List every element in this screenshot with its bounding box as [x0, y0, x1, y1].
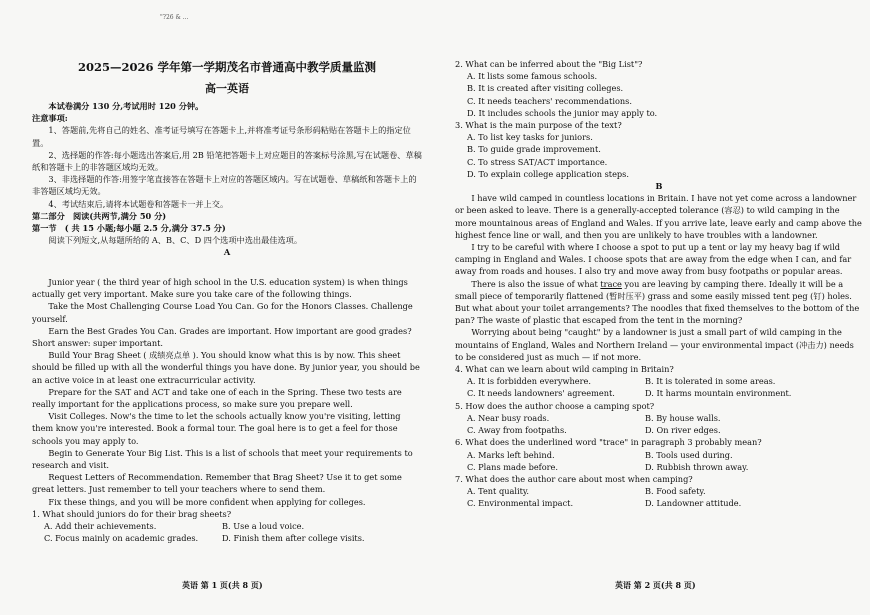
question-stem: 3. What is the main purpose of the text?: [455, 120, 622, 131]
option: D. Landowner attitude.: [645, 498, 742, 509]
question-stem: 5. How does the author choose a camping spot?: [455, 400, 655, 411]
passage-paragraph: Prepare for the SAT and ACT and take one of each in the Spring. These two tests are really important for the applications process, so make sure you prepare well.: [32, 386, 402, 410]
exam-title: 2025—2026 学年第一学期茂名市普通高中教学质量监测: [77, 60, 376, 74]
option: D. It includes schools the junior may apply to.: [467, 107, 658, 118]
question-stem: 2. What can be inferred about the "Big List"?: [455, 59, 643, 69]
option: D. It harms mountain environment.: [645, 388, 792, 399]
passage-a: [32, 276, 422, 544]
passage-paragraph: Begin to Generate Your Big List. This is a list of schools that meet your requirements to research and visit.: [32, 447, 413, 471]
passage-paragraph: Visit Colleges. Now's the time to let the schools actually know you're visiting, letting them know you're interested. Book a formal tour. The goal here is to get a feel for those schools you may apply to.: [32, 411, 401, 446]
option: B. Tools used during.: [645, 449, 733, 460]
option: C. Focus mainly on academic grades.: [44, 533, 199, 544]
underlined-word: trace: [600, 278, 622, 289]
option: D. Finish them after college visits.: [222, 533, 365, 544]
option: A. Tent quality.: [467, 486, 530, 497]
notice-item: 3、非选择题的作答:用签字笔直接答在答题卡上对应的答题区域内。写在试题卷、草稿纸和答题卡上的非答题区域均无效。: [32, 174, 417, 197]
question-stem: 1. What should juniors do for their brag sheets?: [32, 508, 232, 519]
question-stem: 4. What can we learn about wild camping in Britain?: [455, 364, 674, 375]
passage-paragraph: Take the Most Challenging Course Load You Can. Go for the Honors Classes. Challenge yourself.: [32, 301, 413, 324]
questions-2-3: [455, 58, 863, 510]
option: A. Near busy roads.: [467, 412, 550, 423]
passage-paragraph: I try to be careful with where I choose a spot to put up a tent or lay my heavy bag if wild camping in England and Wales. I choose spots that are away from the edge when I can, and far away from roads and houses. I also try and move away from busy footpaths or popular areas.: [455, 242, 852, 277]
exam-header-block: [32, 100, 422, 259]
option: C. Environmental impact.: [467, 498, 574, 509]
section-instructions: 阅读下列短文,从每题所给的 A、B、C、D 四个选项中选出最佳选项。: [48, 235, 303, 246]
corner-stamp: "?26 & ...: [160, 14, 189, 21]
passage-paragraph: Earn the Best Grades You Can. Grades are important. How important are good grades? Short answer: super important.: [32, 325, 412, 349]
text-run: you are leaving by camping there. Ideally it will be a small piece of temporarily flattened (暂时压平) grass and some easily missed tent peg (钉) holes. But what about your toilet arrangements? The noodles that fixed themselves to the bottom of the pan? The waste of plastic that escaped from the tent in the morning?: [455, 278, 860, 326]
option: D. On river edges.: [645, 425, 721, 436]
option: D. To explain college application steps.: [467, 168, 629, 179]
option: C. Away from footpaths.: [467, 425, 567, 436]
option: A. To list key tasks for juniors.: [467, 132, 593, 143]
passage-paragraph: Request Letters of Recommendation. Remember that Brag Sheet? Use it to get some great letters. Just remember to tell your teachers where to send them.: [32, 472, 402, 495]
option: A. Add their achievements.: [44, 521, 157, 532]
notice-item: 2、选择题的作答:每小题选出答案后,用 2B 铅笔把答题卡上对应题目的答案标号涂黑,写在试题卷、草稿纸和答题卡上的非答题区域均无效。: [32, 149, 422, 173]
question-options: [455, 131, 863, 180]
passage-paragraph: I have wild camped in countless locations in Britain. I have not yet come across a landowner or been asked to leave. There is a generally-accepted tolerance (容忍) to wild camping in the more mountainous areas of England and Wales. If you arrive late, leave early and camp above the highest fence line or wall, and then you are unlikely to have troubles with a landowner.: [455, 193, 862, 240]
option: B. It is tolerated in some areas.: [645, 376, 776, 387]
notice-heading: 注意事项:: [32, 113, 68, 124]
exam-subtitle: 高一英语: [205, 82, 249, 95]
option: B. By house walls.: [645, 412, 721, 423]
option: C. It needs teachers' recommendations.: [467, 95, 632, 106]
passage-label: B: [655, 181, 663, 192]
question-options: [455, 375, 863, 399]
option: B. Food safety.: [645, 486, 706, 497]
option: A. It lists some famous schools.: [467, 71, 598, 82]
question-stem: 6. What does the underlined word "trace" in paragraph 3 probably mean?: [455, 437, 762, 448]
passage-paragraph: Fix these things, and you will be more confident when applying for colleges.: [48, 496, 366, 507]
option: B. It is created after visiting colleges.: [467, 83, 624, 94]
option: B. Use a loud voice.: [222, 521, 305, 532]
passage-paragraph: Build Your Brag Sheet ( 成绩亮点单 ). You should know what this is by now. This sheet should be filled up with all the wonderful things you have done. By junior year, you should be an active voice in at least one extracurricular activity.: [32, 350, 420, 385]
question-options: [455, 70, 863, 119]
option: D. Rubbish thrown away.: [645, 461, 749, 472]
question-options: [32, 520, 422, 544]
option: A. Marks left behind.: [467, 449, 555, 460]
option: A. It is forbidden everywhere.: [467, 376, 591, 387]
passage-paragraph: [455, 278, 863, 327]
notice-item: 1、答题前,先将自己的姓名、准考证号填写在答题卡上,并将准考证号条形码粘贴在答题卡上的指定位置。: [32, 125, 411, 148]
option: C. It needs landowners' agreement.: [467, 388, 615, 399]
option: C. To stress SAT/ACT importance.: [467, 156, 608, 167]
notice-item: 4、考试结束后,请将本试题卷和答题卡一并上交。: [48, 198, 229, 209]
page-footer: 英语 第 2 页(共 8 页): [615, 580, 696, 590]
option: B. To guide grade improvement.: [467, 144, 601, 155]
text-run: There is also the issue of what: [471, 278, 601, 289]
passage-paragraph: Worrying about being "caught" by a landowner is just a small part of wild camping in the mountains of England, Wales and Northern Ireland — your environmental impact (冲击力) needs to be considered just as much — if not more.: [455, 327, 854, 362]
option: C. Plans made before.: [467, 461, 559, 472]
part-heading: 第二部分 阅读(共两节,满分 50 分): [32, 210, 167, 221]
question-options: [455, 449, 863, 473]
passage-label: A: [223, 247, 231, 258]
question-options: [455, 412, 863, 436]
section-heading: 第一节 ( 共 15 小题;每小题 2.5 分,满分 37.5 分): [32, 223, 226, 234]
page-footer: 英语 第 1 页(共 8 页): [182, 580, 263, 590]
exam-info: 本试卷满分 130 分,考试用时 120 分钟。: [48, 101, 204, 111]
question-stem: 7. What does the author care about most when camping?: [455, 473, 693, 484]
passage-paragraph: Junior year ( the third year of high school in the U.S. education system) is when things actually get very important. Make sure you take care of the following things.: [32, 277, 408, 300]
question-options: [455, 485, 863, 509]
